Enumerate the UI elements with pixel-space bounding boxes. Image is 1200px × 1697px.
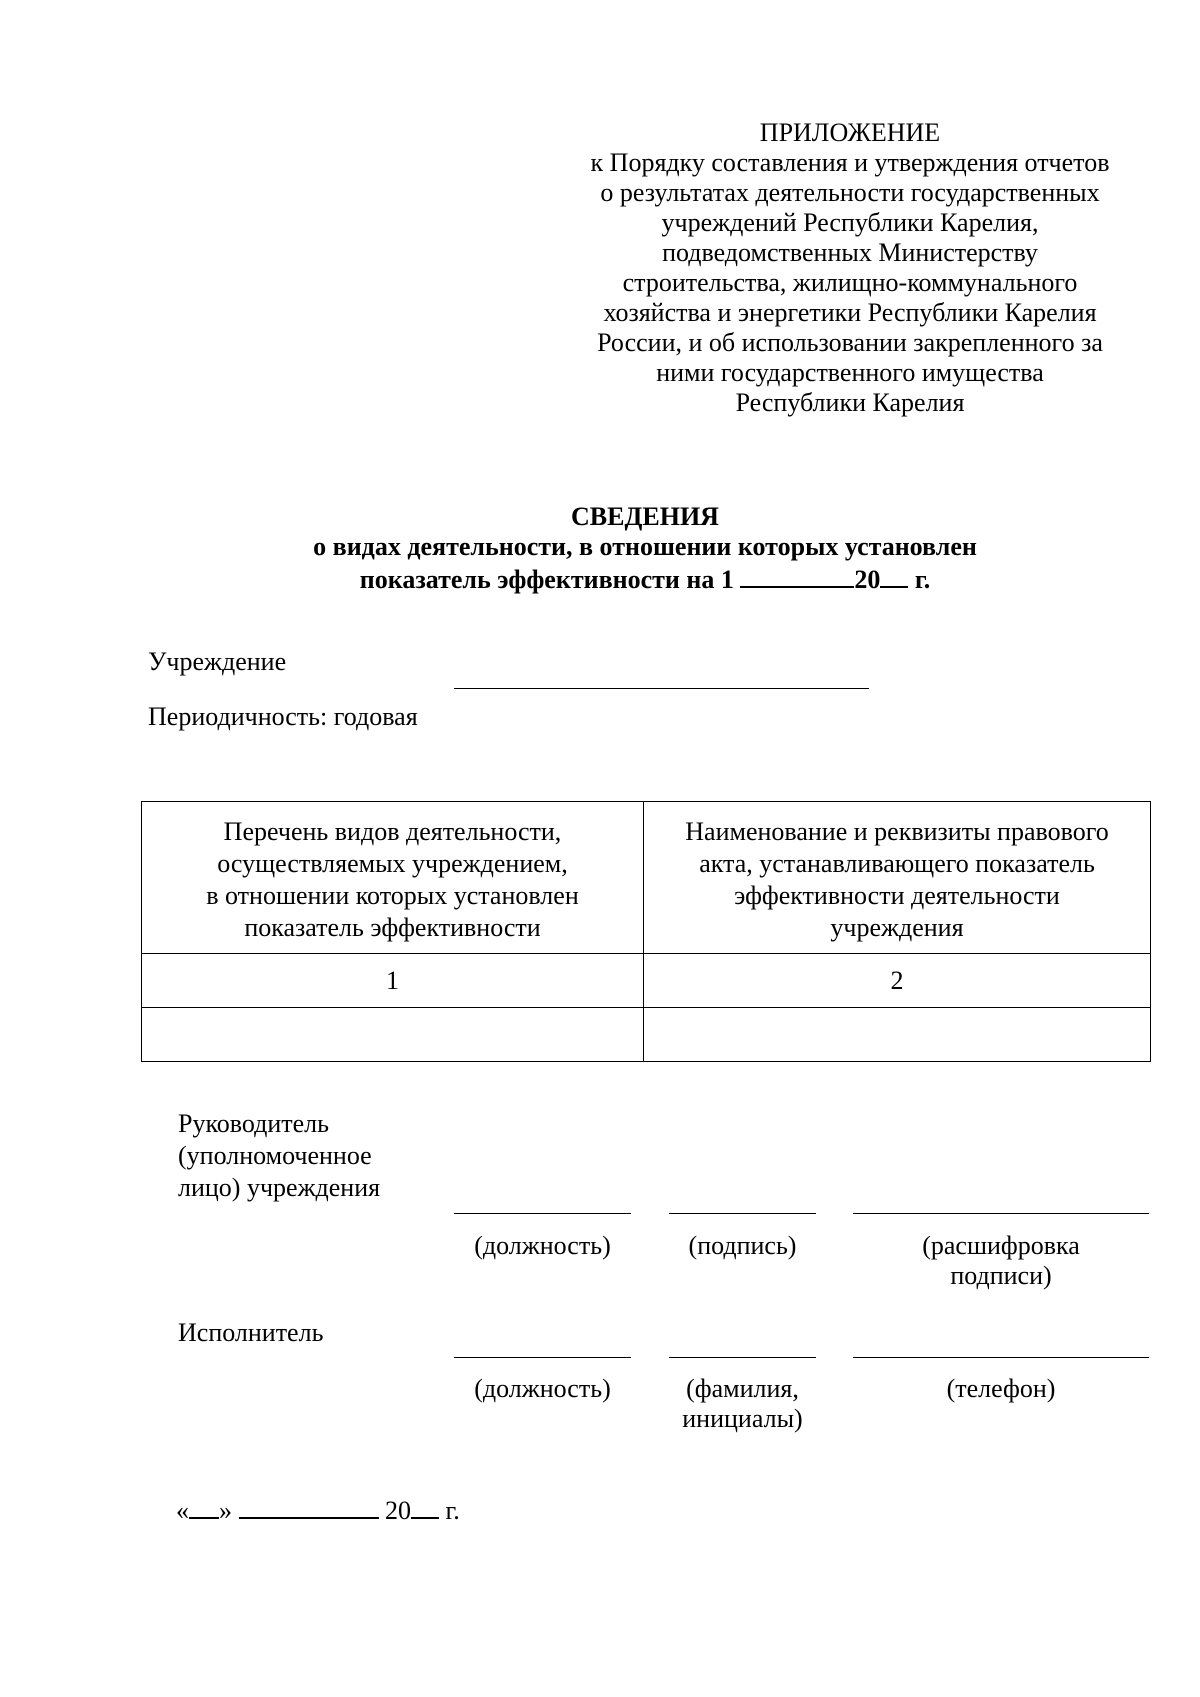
appendix-line: к Порядку составления и утверждения отчетов bbox=[590, 148, 1110, 177]
executor-label: Исполнитель bbox=[178, 1318, 324, 1347]
institution-field-line[interactable] bbox=[454, 688, 869, 689]
table-cell-legal-act[interactable] bbox=[644, 1008, 1151, 1062]
title-prefix: показатель эффективности на 1 bbox=[359, 565, 734, 594]
header-line: в отношении которых установлен bbox=[206, 881, 579, 910]
year-blank[interactable] bbox=[411, 1493, 439, 1519]
head-position-line[interactable] bbox=[454, 1213, 631, 1214]
date-close-quote: » bbox=[219, 1496, 232, 1525]
caption-signature: (подпись) bbox=[688, 1231, 797, 1260]
head-decoding-line[interactable] bbox=[853, 1213, 1149, 1214]
caption-position: (должность) bbox=[474, 1374, 611, 1403]
appendix-line: России, и об использовании закрепленного за bbox=[597, 328, 1103, 357]
header-line: учреждения bbox=[830, 913, 964, 942]
header-line: Наименование и реквизиты правового bbox=[685, 817, 1109, 846]
header-line: акта, устанавливающего показатель bbox=[699, 849, 1095, 878]
appendix-title: ПРИЛОЖЕНИЕ bbox=[759, 118, 941, 147]
appendix-line: хозяйства и энергетики Республики Карелия bbox=[603, 298, 1097, 327]
head-signature-line[interactable] bbox=[669, 1213, 816, 1214]
table-header-cell bbox=[142, 802, 644, 954]
executor-name-line[interactable] bbox=[669, 1357, 816, 1358]
appendix-line: подведомственных Министерству bbox=[662, 238, 1038, 267]
appendix-line: ними государственного имущества bbox=[656, 358, 1044, 387]
year-blank[interactable] bbox=[880, 562, 908, 588]
head-label bbox=[178, 1109, 380, 1205]
column-number: 1 bbox=[142, 954, 644, 1008]
date-suffix: г. bbox=[445, 1496, 460, 1525]
date-line bbox=[176, 1493, 460, 1526]
date-year: 20 bbox=[385, 1496, 411, 1525]
executor-position-line[interactable] bbox=[454, 1357, 631, 1358]
head-label-line: (уполномоченное bbox=[178, 1141, 372, 1170]
executor-phone-line[interactable] bbox=[853, 1357, 1149, 1358]
table-row bbox=[142, 1008, 1151, 1062]
head-label-line: Руководитель bbox=[178, 1109, 329, 1138]
title-suffix: г. bbox=[914, 565, 931, 594]
caption-position: (должность) bbox=[474, 1231, 611, 1260]
date-open-quote: « bbox=[176, 1496, 189, 1525]
month-blank[interactable] bbox=[239, 1493, 379, 1519]
title-year: 20 bbox=[854, 565, 881, 594]
appendix-line: учреждений Республики Карелия, bbox=[661, 208, 1039, 237]
caption-phone: (телефон) bbox=[946, 1374, 1056, 1403]
table-header-cell bbox=[644, 802, 1151, 954]
activities-table bbox=[141, 801, 1151, 1062]
header-line: осуществляемых учреждением, bbox=[217, 849, 568, 878]
institution-label: Учреждение bbox=[148, 647, 287, 676]
caption-name: (фамилия, инициалы) bbox=[682, 1374, 803, 1433]
header-line: Перечень видов деятельности, bbox=[223, 817, 562, 846]
header-line: показатель эффективности bbox=[244, 913, 541, 942]
caption-decoding: (расшифровка подписи) bbox=[922, 1231, 1080, 1290]
table-cell-activity[interactable] bbox=[142, 1008, 644, 1062]
document-title bbox=[0, 502, 1200, 592]
table-header-row bbox=[142, 802, 1151, 954]
appendix-line: о результатах деятельности государственных bbox=[600, 178, 1100, 207]
appendix-line: строительства, жилищно-коммунального bbox=[622, 268, 1078, 297]
title-heading: СВЕДЕНИЯ bbox=[571, 502, 719, 531]
head-label-line: лицо) учреждения bbox=[178, 1173, 381, 1202]
appendix-line: Республики Карелия bbox=[735, 388, 965, 417]
title-subheading: о видах деятельности, в отношении которых установлен bbox=[313, 532, 977, 561]
month-blank[interactable] bbox=[740, 562, 854, 588]
title-date-line bbox=[0, 562, 1200, 592]
header-line: эффективности деятельности bbox=[734, 881, 1060, 910]
appendix-block bbox=[560, 118, 1140, 418]
periodicity-label: Периодичность: годовая bbox=[148, 702, 418, 731]
table-number-row bbox=[142, 954, 1151, 1008]
column-number: 2 bbox=[644, 954, 1151, 1008]
day-blank[interactable] bbox=[189, 1493, 219, 1519]
